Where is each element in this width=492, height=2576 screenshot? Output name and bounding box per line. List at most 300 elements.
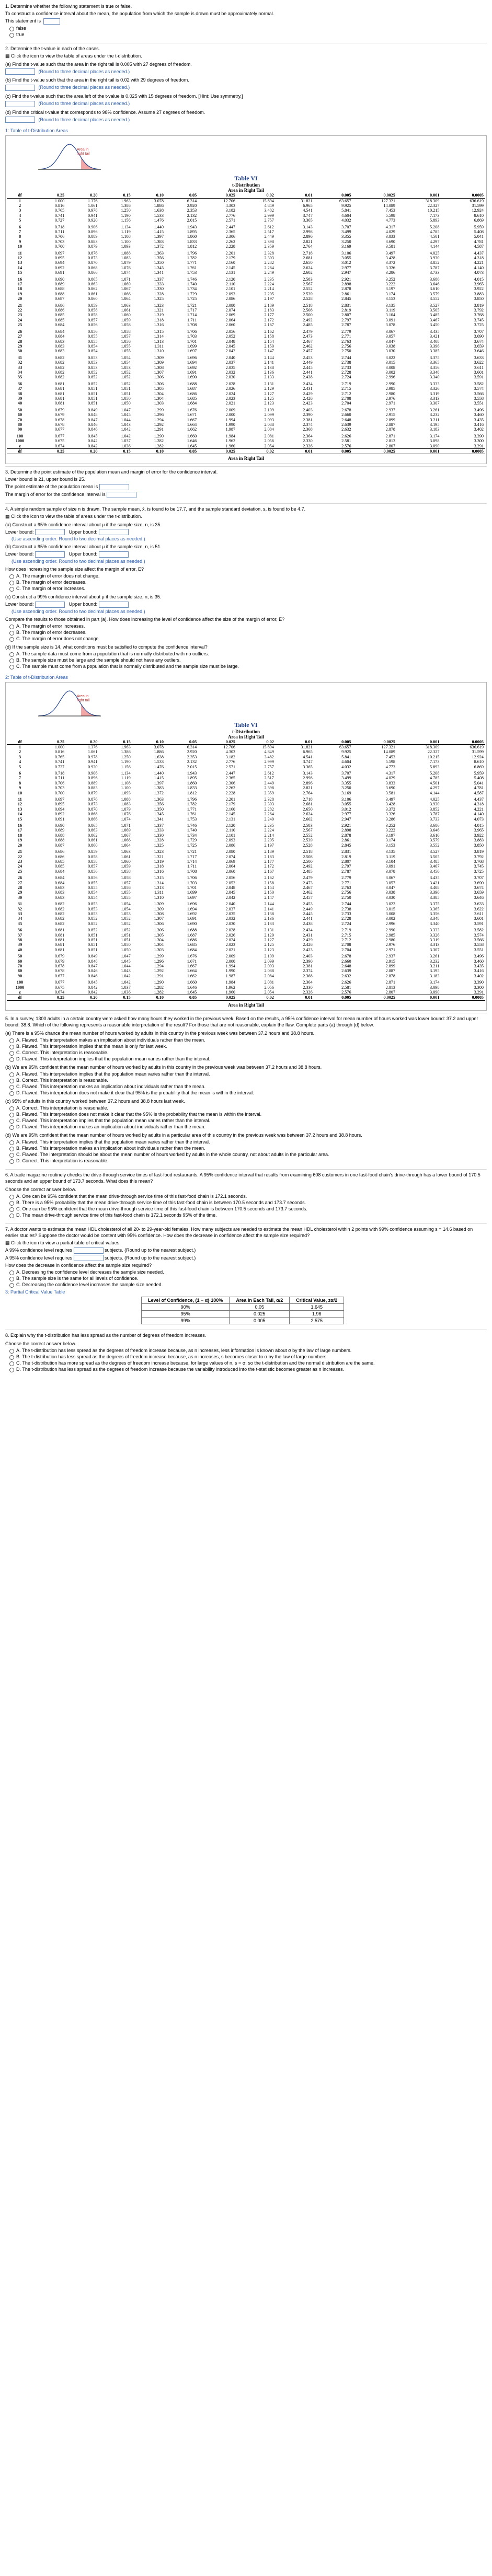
table-cell: 1.053 [121, 911, 131, 916]
table-cell: 2.467 [303, 885, 313, 890]
table-cell: 2.056 [264, 438, 274, 444]
q5d-option-3[interactable]: D. Correct. This interpretation is reasonable. [9, 1158, 487, 1164]
table-cell: 3.119 [385, 308, 395, 313]
table-cell: 3.307 [430, 947, 440, 952]
table-cell: 0.896 [88, 776, 98, 781]
table-cell: 1.064 [121, 296, 131, 302]
table-cell: 2.750 [341, 349, 351, 354]
table-cell: 1.304 [154, 942, 164, 948]
df-cell: 14 [17, 812, 22, 817]
table-icon[interactable]: ▦ [5, 1240, 10, 1245]
table-cell: 2.224 [264, 282, 274, 287]
table-cell: 1.664 [187, 968, 197, 974]
table-cell: 1.691 [187, 916, 197, 921]
q6-option-1[interactable]: B. There is a 95% probability that the mean drive-through service time of this fast-food chain is between 170.5 seconds and 173.7 seconds. [9, 1200, 487, 1206]
table-cell: 3.690 [474, 880, 484, 885]
radio-icon[interactable] [9, 1106, 14, 1111]
table-cell: 2.980 [385, 391, 395, 396]
option-true[interactable]: true [9, 32, 487, 38]
q5a-option-0[interactable]: A. Flawed. This interpretation makes an implication about individuals rather than the mean. [9, 1037, 487, 1043]
table-cell: 0.688 [54, 291, 65, 296]
radio-icon[interactable] [9, 33, 14, 38]
column-header: 0.005 [314, 740, 353, 745]
radio-icon[interactable] [9, 1091, 14, 1096]
radio-icon[interactable] [9, 1038, 14, 1043]
table-cell: 1.294 [154, 964, 164, 969]
q4d-option-1[interactable]: B. The sample size must be large and the sample should not have any outliers. [9, 657, 487, 663]
q5b-option-0[interactable]: A. Flawed. This interpretation implies that the population mean varies rather than the interval. [9, 1071, 487, 1077]
table-cell: 1.686 [187, 391, 197, 396]
q5d-option-0[interactable]: A. Flawed. This interpretation implies that the population mean varies rather than the interval. [9, 1139, 487, 1145]
table-cell: 1.052 [121, 375, 131, 380]
upper-bound-input[interactable] [99, 529, 129, 535]
table-cell: 3.428 [385, 802, 395, 807]
table-cell: 2.136 [264, 916, 274, 921]
table-cell: 1.686 [187, 938, 197, 942]
radio-icon[interactable] [9, 1051, 14, 1056]
table-cell: 4.587 [474, 244, 484, 249]
table-cell: 1.376 [88, 198, 98, 203]
df-cell: 38 [17, 938, 22, 942]
t-value-input[interactable] [5, 68, 35, 75]
table-cell: 0.859 [88, 849, 98, 854]
table-cell: 2.158 [264, 334, 274, 339]
radio-icon[interactable] [9, 652, 14, 657]
table-row [7, 990, 485, 995]
radio-icon[interactable] [9, 1201, 14, 1206]
t-value-input[interactable] [5, 101, 35, 107]
q8-option-0[interactable]: A. The t-distribution has less spread as the degrees of freedom increase because, as n increases, less information is known about σ by the law of large numbers. [9, 1348, 487, 1354]
radio-icon[interactable] [9, 587, 14, 592]
table-cell: 1.662 [187, 973, 197, 978]
table-cell: 1.055 [121, 349, 131, 354]
table-cell: 1.291 [154, 973, 164, 978]
table-cell: 3.527 [430, 303, 440, 308]
table-cell: 63.657 [339, 198, 351, 203]
table-cell: 2.479 [303, 875, 313, 881]
table-cell: 3.106 [341, 797, 351, 802]
table-cell: 3.674 [474, 339, 484, 344]
table-row [7, 401, 485, 406]
df-cell: 19 [17, 838, 22, 843]
q5b-option-3[interactable]: D. Flawed. This interpretation does not make it clear that 95% is the probability that the mean is within the interval. [9, 1090, 487, 1096]
option-false[interactable]: false [9, 26, 487, 31]
point-estimate-input[interactable] [99, 484, 129, 490]
table-row [7, 286, 485, 291]
table-cell: 1.667 [187, 417, 197, 422]
upper-bound-input[interactable] [99, 602, 129, 608]
radio-icon[interactable] [9, 1283, 14, 1288]
radio-icon[interactable] [9, 1270, 14, 1275]
q5c-option-2[interactable]: C. Flawed. This interpretation implies that the population mean varies rather than the interval. [9, 1118, 487, 1124]
table-cell: 1.305 [154, 386, 164, 391]
true-false-select[interactable] [43, 18, 60, 25]
q7-option-0[interactable]: A. Decreasing the confidence level decreases the sample size needed. [9, 1269, 487, 1275]
table-row [7, 807, 485, 812]
q6-option-3[interactable]: D. The mean drive-through service time of this fast-food chain is 172.1 seconds 95% of the time. [9, 1212, 487, 1218]
sample-size-95-input[interactable] [74, 1255, 104, 1261]
table-cell: 1.051 [121, 391, 131, 396]
table-cell: 2.131 [264, 381, 274, 386]
q8-option-1[interactable]: B. The t-distribution has less spread as the degrees of freedom increase because, as n increases, s becomes closer to σ by the law of large numbers. [9, 1354, 487, 1360]
q4d-option-2[interactable]: C. The sample must come from a population that is normally distributed and the sample size must be large. [9, 664, 487, 669]
table-cell: 3.747 [303, 759, 313, 765]
table-cell: 0.681 [54, 396, 65, 401]
q5a-option-3[interactable]: D. Flawed. This interpretation implies that the population mean varies rather than the interval. [9, 1056, 487, 1062]
table-link[interactable]: ▦ Click the icon to view the table of areas under the t-distribution. [5, 513, 142, 519]
table-cell: 2.779 [341, 875, 351, 881]
table-cell: 0.883 [88, 785, 98, 791]
q5d-option-1[interactable]: B. Flawed. This interpretation makes an implication about individuals rather than the mean. [9, 1146, 487, 1151]
table-row [7, 765, 485, 769]
lower-bound-input[interactable] [35, 551, 65, 558]
table-link[interactable]: ▦ Click the icon to view the table of areas under the t-distribution. [5, 53, 142, 59]
radio-icon[interactable] [9, 631, 14, 636]
table-cell: 2.776 [225, 759, 236, 765]
df-cell: 90 [17, 973, 22, 978]
radio-icon[interactable] [9, 1072, 14, 1077]
table-row [7, 874, 485, 880]
table-cell: 0.845 [88, 433, 98, 438]
radio-icon[interactable] [9, 1349, 14, 1354]
table-cell: 0.677 [54, 427, 65, 432]
table-row [7, 854, 485, 859]
table-row [7, 213, 485, 218]
table-cell: 1.703 [187, 880, 197, 885]
q4b-option-0[interactable]: A. The margin of error does not change. [9, 573, 487, 579]
table-cell: 2.996 [385, 921, 395, 926]
q7-option-1[interactable]: B. The sample size is the same for all levels of confidence. [9, 1276, 487, 1281]
df-cell: 38 [17, 391, 22, 396]
table-cell: 0.853 [88, 360, 98, 365]
question-prompt: Explain why the t-distribution has less spread as the number of degrees of freedom increases. [10, 1333, 207, 1338]
table-cell: 2.093 [264, 417, 274, 422]
table-link[interactable]: ▦ Click the icon to view a partial table of critical values. [5, 1240, 121, 1245]
radio-icon[interactable] [9, 1214, 14, 1218]
table-cell: 1.688 [187, 381, 197, 386]
table-cell: 1.860 [187, 234, 197, 239]
radio-icon[interactable] [9, 581, 14, 585]
radio-icon[interactable] [9, 1119, 14, 1124]
table-cell: 2.744 [341, 902, 351, 907]
radio-icon[interactable] [9, 1159, 14, 1164]
table-caption: 1: Table of t-Distribution Areas [5, 128, 68, 134]
table-cell: 3.197 [385, 833, 395, 838]
table-row [7, 296, 485, 301]
table-cell: 2.144 [264, 355, 274, 360]
q5d-option-2[interactable]: C. Flawed. The interpretation should be about the mean number of hours worked by adults in the whole country, not about adults in the particular area. [9, 1152, 487, 1158]
table-row [7, 349, 485, 353]
radio-icon[interactable] [9, 27, 14, 31]
q5a-option-2[interactable]: C. Correct. This interpretation is reasonable. [9, 1050, 487, 1056]
table-cell: 1.043 [121, 422, 131, 427]
table-cell: 3.768 [474, 859, 484, 864]
df-cell: 6 [18, 224, 21, 229]
table-cell: 1.059 [121, 864, 131, 869]
radio-icon[interactable] [9, 1147, 14, 1151]
table-cell: 2.650 [303, 260, 313, 265]
lower-bound-input[interactable] [35, 602, 65, 608]
table-cell: 2.125 [264, 396, 274, 401]
q5b-option-1[interactable]: B. Correct. This interpretation is reasonable. [9, 1078, 487, 1083]
q5c-option-1[interactable]: B. Flawed. This interpretation does not make it clear that the 95% is the probability that the mean is within the interval. [9, 1112, 487, 1117]
table-cell: 1.963 [121, 744, 131, 749]
table-cell: 1.684 [187, 947, 197, 952]
table-cell: 3.090 [430, 990, 440, 995]
q5b-option-2[interactable]: C. Flawed. This interpretation makes an implication about individuals rather than the mean. [9, 1084, 487, 1090]
df-cell: 10 [17, 790, 22, 795]
table-row [7, 432, 485, 438]
table-cell: 1.119 [121, 776, 131, 781]
table-cell: 0.684 [54, 334, 65, 339]
table-row [7, 895, 485, 900]
table-cell: 2.056 [225, 329, 236, 334]
table-cell: 0.681 [54, 391, 65, 396]
table-cell: 2.099 [264, 958, 274, 964]
radio-icon[interactable] [9, 665, 14, 669]
table-cell: 2.449 [303, 906, 313, 911]
table-cell: 1.306 [154, 375, 164, 380]
table-cell: 1.692 [187, 365, 197, 370]
table-cell: 1.533 [154, 759, 164, 765]
df-cell: 28 [17, 339, 22, 344]
table-cell: 0.870 [88, 260, 98, 265]
radio-icon[interactable] [9, 637, 14, 642]
table-cell: 3.313 [430, 942, 440, 948]
column-header: 0.25 [33, 740, 66, 745]
table-cell: 2.398 [264, 785, 274, 791]
table-cell: 1.333 [154, 282, 164, 287]
table-row [7, 391, 485, 396]
table-cell: 2.069 [225, 313, 236, 318]
table-header-row [142, 1297, 344, 1304]
q4c-option-0[interactable]: A. The margin of error increases. [9, 623, 487, 629]
q5c-option-3[interactable]: D. Flawed. This interpretation makes an implication about individuals rather than the mean. [9, 1124, 487, 1130]
table-cell: 1.725 [187, 842, 197, 848]
table-cell: 2.423 [303, 947, 313, 952]
table-cell: 1.054 [121, 355, 131, 360]
table-cell: 2.712 [341, 391, 351, 396]
table-cell: 3.558 [474, 942, 484, 948]
table-cell: 2.660 [341, 958, 351, 964]
df-cell: 4 [18, 213, 21, 218]
df-cell: 28 [17, 885, 22, 890]
table-cell: 2.359 [264, 244, 274, 249]
table-cell: 31.599 [472, 749, 484, 755]
table-cell: 2.365 [225, 776, 236, 781]
radio-icon[interactable] [9, 659, 14, 663]
q4b-option-1[interactable]: B. The margin of error decreases. [9, 580, 487, 585]
radio-icon[interactable] [9, 1195, 14, 1199]
table-cell: 3.375 [430, 355, 440, 360]
radio-icon[interactable] [9, 574, 14, 579]
radio-icon[interactable] [9, 625, 14, 629]
table-cell: 2.462 [303, 343, 313, 349]
radio-icon[interactable] [9, 1207, 14, 1212]
q6-option-2[interactable]: C. One can be 95% confident that the mean drive-through service time of this fast-food chain is between 170.5 seconds and 173.7 seconds. [9, 1206, 487, 1212]
table-cell: 0.920 [88, 764, 98, 769]
table-cell: 0.852 [88, 369, 98, 375]
table-cell: 2.214 [264, 833, 274, 838]
radio-icon[interactable] [9, 1361, 14, 1366]
table-cell: 2.807 [341, 313, 351, 318]
table-cell: 2.763 [341, 339, 351, 344]
table-cell: 2.708 [341, 396, 351, 401]
table-row [7, 406, 485, 412]
table-cell: 1.694 [187, 360, 197, 365]
table-cell: 2.179 [225, 256, 236, 260]
table-cell: 1.691 [187, 369, 197, 375]
table-cell: 2.473 [303, 334, 313, 339]
curve-label: Area in [77, 694, 89, 698]
table-cell: 1.309 [154, 906, 164, 911]
table-cell: 2.429 [303, 391, 313, 396]
table-cell: 3.551 [474, 947, 484, 952]
table-cell: 3.333 [430, 381, 440, 386]
table-cell: 636.619 [470, 198, 484, 203]
table-cell: 2.109 [264, 954, 274, 959]
column-header: 0.0025 [353, 449, 397, 454]
table-icon[interactable]: ▦ [5, 53, 10, 59]
question-prompt: A simple random sample of size n is drawn. The sample mean, x̄, is found to be 17.7, and the sample standard deviation, s, is found to be 4.7. [10, 506, 306, 512]
table-cell: 2.998 [303, 229, 313, 234]
q8-option-2[interactable]: C. The t-distribution has more spread as the degrees of freedom increase because, for large values of n, s = σ, so the t-distribution and the normal distribution are the same. [9, 1360, 487, 1366]
table-cell: 4.303 [225, 203, 236, 208]
table-cell: 0.05 [230, 1304, 290, 1311]
statement-label: This statement is [5, 18, 41, 24]
question-number: 1. [5, 4, 9, 9]
q5a-option-1[interactable]: B. Flawed. This interpretation implies that the mean is only for last week. [9, 1044, 487, 1049]
table-cell: 1.328 [154, 291, 164, 296]
table-row [7, 218, 485, 223]
radio-icon[interactable] [9, 1153, 14, 1158]
radio-icon[interactable] [9, 1355, 14, 1360]
q5c-option-0[interactable]: A. Correct. This interpretation is reasonable. [9, 1105, 487, 1111]
radio-icon[interactable] [9, 1140, 14, 1145]
table-row [7, 354, 485, 360]
t-value-input[interactable] [5, 117, 35, 123]
table-cell: 1.292 [154, 422, 164, 427]
table-cell: 1.061 [88, 749, 98, 755]
table-cell: 3.055 [341, 802, 351, 807]
table-cell: 1.676 [187, 954, 197, 959]
table-cell: 1.984 [225, 433, 236, 438]
table-cell: 2.704 [341, 401, 351, 406]
table-cell: 1.671 [187, 412, 197, 418]
table-cell: 3.787 [430, 265, 440, 270]
table-cell: 2.084 [264, 973, 274, 978]
table-cell: 2.861 [341, 838, 351, 843]
table-cell: 1.119 [121, 229, 131, 234]
table-cell: 1.812 [187, 244, 197, 249]
table-cell: 2.500 [303, 859, 313, 864]
table-footer-row: df 0.25 0.20 0.15 0.10 0.05 0.025 0.02 0.01 0.005 0.0025 0.001 0.0005 [7, 449, 485, 454]
q8-option-3[interactable]: D. The t-distribution has less spread as the degrees of freedom increase because the variability introduced into the t-statistic becomes greater as n increases. [9, 1367, 487, 1372]
radio-icon[interactable] [9, 1113, 14, 1117]
table-cell: 1.699 [187, 343, 197, 349]
table-cell: 3.646 [474, 349, 484, 354]
lower-bound-input[interactable] [35, 529, 65, 535]
table-cell: 2.624 [303, 812, 313, 817]
table-icon[interactable]: ▦ [5, 513, 10, 519]
df-cell: 60 [17, 958, 22, 964]
table-row [7, 396, 485, 401]
table-cell: 1.397 [154, 780, 164, 785]
table-cell: 3.002 [385, 369, 395, 375]
table-cell: 3.197 [385, 286, 395, 292]
upper-bound-input[interactable] [99, 551, 129, 558]
table-cell: 0.675 [54, 985, 65, 990]
table-cell: 2.831 [341, 303, 351, 308]
radio-icon[interactable] [9, 1045, 14, 1049]
table-cell: 0.861 [88, 838, 98, 843]
table-cell: 2.110 [225, 282, 236, 287]
q4b-option-2[interactable]: C. The margin of error increases. [9, 586, 487, 592]
sample-size-99-input[interactable] [74, 1247, 104, 1254]
margin-of-error-input[interactable] [107, 492, 136, 498]
table-cell: 1.943 [187, 771, 197, 776]
radio-icon[interactable] [9, 1057, 14, 1062]
column-header: 0.01 [276, 193, 314, 198]
radio-icon[interactable] [9, 1085, 14, 1090]
table-row [7, 208, 485, 213]
q4c-option-1[interactable]: B. The margin of error decreases. [9, 630, 487, 636]
table-row [7, 412, 485, 417]
curve-label: Area in [77, 148, 89, 152]
df-cell: 33 [17, 911, 22, 916]
table-cell: 3.222 [385, 828, 395, 833]
table-cell: 2.035 [225, 911, 236, 916]
table-cell: 2.129 [264, 932, 274, 938]
radio-icon[interactable] [9, 1125, 14, 1130]
table-cell: 2.718 [303, 797, 313, 802]
table-cell: 2.438 [303, 375, 313, 380]
table-cell: 0.868 [88, 812, 98, 817]
radio-icon[interactable] [9, 1079, 14, 1083]
table-cell: 0.852 [88, 381, 98, 386]
table-cell: 10.215 [427, 208, 440, 213]
table-cell: 4.032 [341, 764, 351, 769]
df-cell: 11 [18, 250, 22, 256]
table-cell: 2.145 [225, 265, 236, 270]
column-header: 0.005 [314, 449, 353, 454]
table-cell: 3.646 [430, 828, 440, 833]
radio-icon[interactable] [9, 1368, 14, 1372]
table-cell: 3.319 [430, 938, 440, 942]
table-cell: 3.232 [430, 412, 440, 418]
table-cell: 1.761 [187, 812, 197, 817]
q7-option-2[interactable]: C. Decreasing the confidence level increases the sample size needed. [9, 1282, 487, 1288]
table-cell: 0.866 [88, 270, 98, 275]
q4d-option-0[interactable]: A. The sample data must come from a population that is normally distributed with no outliers. [9, 651, 487, 657]
q6-option-0[interactable]: A. One can be 95% confident that the mean drive-through service time of this fast-food chain is 172.1 seconds. [9, 1194, 487, 1199]
table-cell: 1.753 [187, 816, 197, 822]
table-cell: 1.962 [225, 438, 236, 444]
t-value-input[interactable] [5, 85, 35, 91]
table-cell: 4.029 [385, 776, 395, 781]
q4c-option-2[interactable]: C. The margin of error does not change. [9, 636, 487, 642]
df-cell: 50 [17, 407, 22, 412]
table-cell: 12.706 [223, 198, 236, 203]
radio-icon[interactable] [9, 1277, 14, 1281]
df-cell: 21 [17, 303, 22, 308]
table-cell: 1.860 [187, 780, 197, 785]
table-cell: 2.167 [264, 322, 274, 328]
table-cell: 1.318 [154, 864, 164, 869]
question-prompt: In a survey, 1300 adults in a certain country were asked how many hours they worked in the previous week. Based on the results, a 95% confidence interval for mean number of hours worked was lower bound: 37.2 and upper bound: 38.8. Which of the following represents a reasonable interpretation of the result? For those that are not reasonable, explain the flaw. Complete parts (a) through (d) below. [5, 1015, 478, 1027]
table-cell: 3.745 [474, 864, 484, 869]
table-cell: 0.684 [54, 329, 65, 334]
